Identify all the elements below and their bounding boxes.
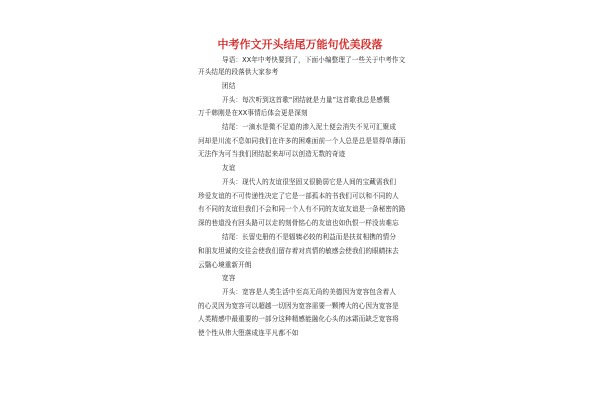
text-line: 结尾：一滴水是微不足道的渗入泥土便会消失不见可汇聚成 — [222, 123, 397, 131]
text-line: 云翳心境重新开朗 — [198, 261, 252, 269]
text-line: 开头：现代人的友谊很坚固又很脆弱它是人间的宝藏需我们 — [222, 178, 397, 186]
section-heading: 友谊 — [222, 164, 236, 172]
text-line: 的心灵因为宽容可以超越一切因为宽容需要一颗博大的心因为宽容是 — [198, 302, 399, 310]
text-line: 河却是川流不息如同我们在许多的困难面前一个人总是总是显得单薄而 — [198, 137, 406, 145]
text-line: 万千韩刚是在XX事情后体会更是深刻 — [198, 109, 308, 117]
section-heading: 宽容 — [222, 274, 236, 282]
text-line: 导语：XX年中考快要到了，下面小编整理了一些关于中考作文 — [222, 56, 406, 64]
text-line: 开头结尾的段落供大家参考 — [198, 68, 279, 76]
section-heading: 团结 — [222, 82, 236, 90]
document-title: 中考作文开头结尾万能句优美段落 — [217, 38, 383, 51]
text-line: 开头：每次听到这首歌“团结就是力量”这首歌我总是感慨 — [222, 96, 390, 104]
text-line: 有不同的友谊但我们不会和同一个人有不同的友谊友谊是一条秘密的路 — [198, 205, 406, 213]
text-line: 深的巷道没有回头路可以走的刻骨铭心的友谊也如仇恨一样没齿难忘 — [198, 219, 399, 227]
text-line: 使个性从伟大堕落成连平凡都不如 — [198, 329, 299, 337]
text-line: 无法作为可当我们团结起来却可以创造无数的奇迹 — [198, 150, 346, 158]
text-line: 开头：宽容是人类生活中至高无尚的美德因为宽容包含着人 — [222, 288, 397, 296]
text-line: 珍爱友谊的不可传递性决定了它是一部孤本的书我们可以和不同的人 — [198, 192, 399, 200]
text-line: 和朋友坦诚的交往会使我们留存着对真情的敏感会使我们的眼睛抹去 — [198, 247, 399, 255]
text-line: 人类精感中最重要的一部分这种精感能融化心头的冰霜而缺乏宽容将 — [198, 315, 399, 323]
text-line: 结尾：长留史册的不是辐辏必较的利益而是扶贫相携的情分 — [222, 233, 397, 241]
